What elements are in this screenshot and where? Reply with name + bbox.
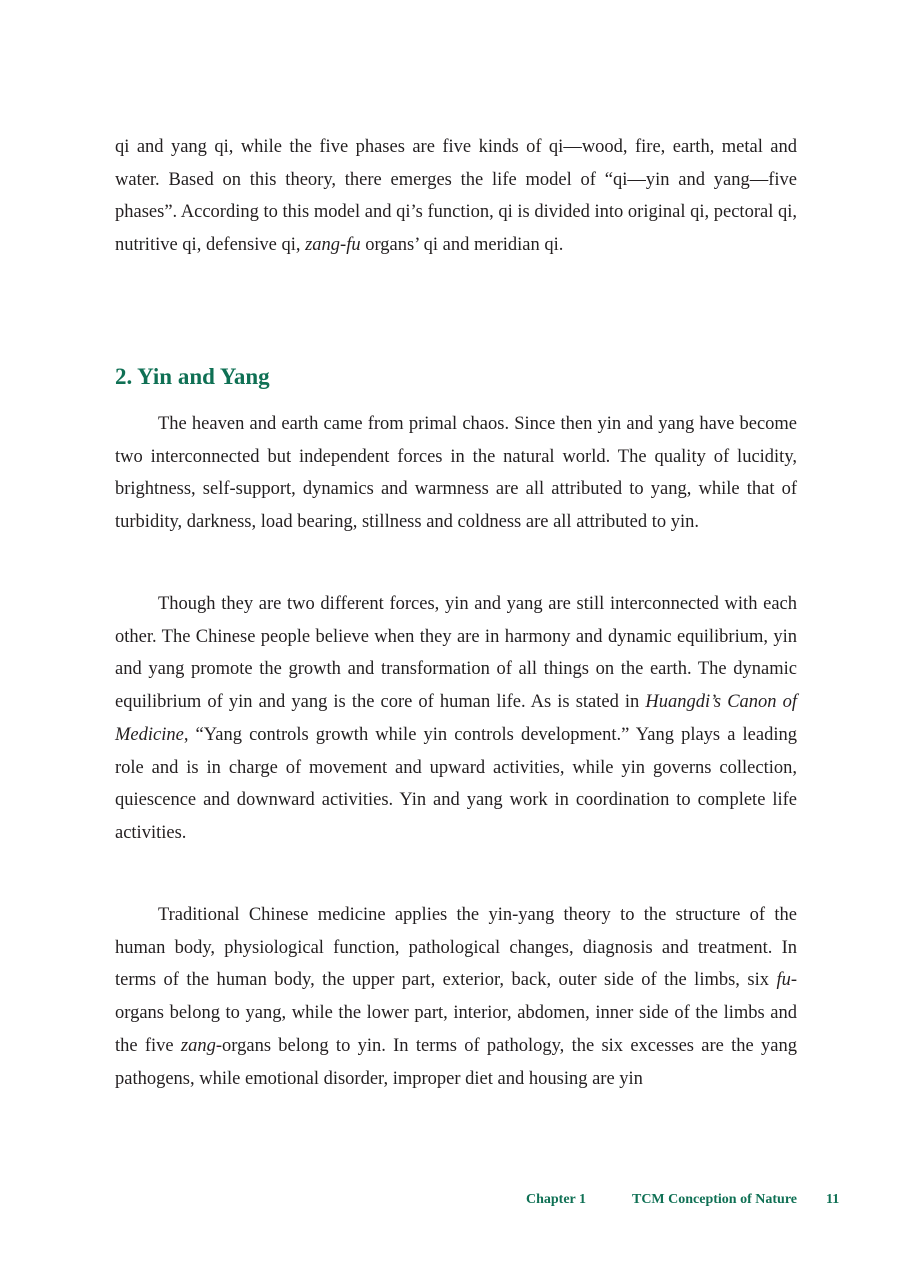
paragraph-2-text-1: Though they are two different forces, yin and yang are still interconnected with each other. The Chinese people believe when they are in harmony and dynamic equilibrium, yin and yang promote the growth and transformation of all things on the earth. The dynamic equilibrium of yin and yang is the core of human life. As is stated in [115, 594, 797, 713]
section-heading: 2. Yin and Yang [115, 364, 270, 389]
section-paragraph-2 [115, 588, 797, 850]
zang-italic-term: zang [180, 1035, 216, 1056]
fu-italic-term: fu [776, 970, 791, 991]
intro-text-2: organs’ qi and meridian qi. [360, 235, 564, 256]
paragraph-3-text-1: Traditional Chinese medicine applies the yin-yang theory to the structure of the human body, physiological function, pathological changes, diagnosis and treatment. In terms of the human body, the upper part, exterior, back, outer side of the limbs, six [115, 905, 797, 991]
book-title-italic: Huangdi’s Canon of Medicine [115, 692, 797, 745]
paragraph-3-text-2: -organs belong to yang, while the lower part, interior, abdomen, inner side of the limbs and the five [115, 970, 797, 1056]
section-paragraph-1: The heaven and earth came from primal chaos. Since then yin and yang have become two interconnected but independent forces in the natural world. The quality of lucidity, brightness, self-support, dynamics and warmness are all attributed to yang, while that of turbidity, darkness, load bearing, stillness and coldness are all attributed to yin. [115, 414, 797, 533]
intro-paragraph [115, 131, 797, 262]
intro-italic-term: zang-fu [305, 235, 361, 256]
page-number: 11 [826, 1192, 840, 1207]
intro-text-1: qi and yang qi, while the five phases are five kinds of qi—wood, fire, earth, metal and water. Based on this theory, there emerges the life model of “qi—yin and yang—five phases”. According to this model and qi’s function, qi is divided into original qi, pectoral qi, nutritive qi, defensive qi, [115, 137, 797, 256]
paragraph-3-text-3: -organs belong to yin. In terms of pathology, the six excesses are the yang pathogens, while emotional disorder, improper diet and housing are yin [115, 1035, 797, 1089]
page-footer [0, 1192, 900, 1212]
footer-chapter-label: Chapter 1 [526, 1192, 587, 1207]
section-paragraph-3 [115, 899, 797, 1095]
footer-chapter-title: TCM Conception of Nature [631, 1192, 797, 1207]
paragraph-2-text-2: , “Yang controls growth while yin controls development.” Yang plays a leading role and is in charge of movement and upward activities, while yin governs collection, quiescence and downward activities. Yin and yang work in coordination to complete life activities. [115, 724, 797, 843]
